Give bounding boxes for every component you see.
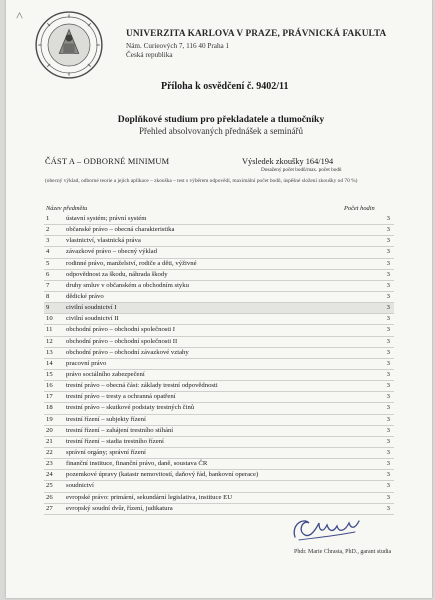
course-name: ústavní systém; právní systém xyxy=(66,215,147,222)
course-name: civilní soudnictví II xyxy=(66,315,119,323)
course-number: 21 xyxy=(46,437,53,445)
course-hours: 3 xyxy=(386,270,390,278)
course-name: evropský soudní dvůr, řízení, judikatura xyxy=(66,504,173,512)
course-number: 17 xyxy=(46,393,53,401)
course-name: správní orgány; správní řízení xyxy=(66,448,146,456)
course-number: 23 xyxy=(46,460,53,468)
course-hours: 3 xyxy=(386,259,390,267)
course-name: trestní řízení – zahájení trestního stíhání xyxy=(66,426,174,434)
certificate-page xyxy=(6,0,432,598)
course-row xyxy=(44,325,394,336)
course-row xyxy=(44,247,394,258)
course-hours: 3 xyxy=(386,248,390,256)
course-row xyxy=(44,292,394,303)
course-name: obchodní právo – obchodní společnosti I xyxy=(66,326,176,334)
course-name: obchodní právo – obchodní závazkové vztahy xyxy=(66,348,189,356)
course-hours: 3 xyxy=(386,482,390,490)
hours-column-header: Počet hodin xyxy=(344,205,375,212)
course-number: 22 xyxy=(46,448,53,456)
course-name: trestní řízení – stadia trestního řízení xyxy=(66,437,164,445)
course-hours: 3 xyxy=(386,460,390,468)
course-number: 1 xyxy=(46,215,50,222)
course-row xyxy=(44,259,394,270)
address-line-1: Nám. Curieových 7, 116 40 Praha 1 xyxy=(126,42,230,50)
course-number: 24 xyxy=(46,471,53,479)
course-number: 9 xyxy=(46,304,50,312)
course-row xyxy=(44,337,394,348)
course-name: závazkové právo – obecný výklad xyxy=(66,248,157,256)
course-row xyxy=(44,303,394,314)
course-row xyxy=(44,415,394,426)
course-name: pozemkové úpravy (katastr nemovitostí, daňový řád, bankovní operace) xyxy=(66,471,259,479)
course-hours: 3 xyxy=(386,504,390,512)
course-name: právo sociálního zabezpečení xyxy=(66,370,145,378)
course-number: 2 xyxy=(46,226,50,234)
course-name: trestní právo – tresty a ochranná opatření xyxy=(66,393,176,401)
course-hours: 3 xyxy=(386,304,390,312)
course-row xyxy=(44,370,394,381)
signatory-line: Phdr. Marie Chrasta, PhD., garant studia xyxy=(294,549,392,555)
course-hours: 3 xyxy=(386,215,390,222)
course-row xyxy=(44,214,394,225)
course-hours: 3 xyxy=(386,237,390,245)
course-number: 25 xyxy=(46,482,53,490)
course-name: evropské právo: primární, sekundární legislativa, instituce EU xyxy=(66,493,233,501)
course-number: 7 xyxy=(46,281,50,289)
course-name: druhy smluv v občanském a obchodním styku xyxy=(66,281,189,289)
course-row xyxy=(44,470,394,481)
course-number: 18 xyxy=(46,404,53,412)
course-number: 10 xyxy=(46,315,53,323)
course-hours: 3 xyxy=(386,337,390,345)
intro-note: (obecný výklad, odborné teorie a jejich aplikace – zkouška – test s výběrem odpovědí, maximální počet bodů, úspěšné složení zkoušky od 70 %) xyxy=(45,178,358,184)
course-list xyxy=(44,214,394,515)
course-number: 16 xyxy=(46,382,53,390)
course-number: 4 xyxy=(46,248,50,256)
course-number: 8 xyxy=(46,292,50,300)
university-address xyxy=(126,42,229,60)
course-row xyxy=(44,359,394,370)
course-name: trestní řízení – subjekty řízení xyxy=(66,415,146,423)
address-line-2: Česká republika xyxy=(126,51,173,59)
course-number: 20 xyxy=(46,426,53,434)
course-hours: 3 xyxy=(386,292,390,300)
course-row xyxy=(44,392,394,403)
course-name: obchodní právo – obchodní společnosti II xyxy=(66,337,178,345)
course-name: odpovědnost za škodu, náhrada škody xyxy=(66,270,168,278)
course-hours: 3 xyxy=(386,359,390,367)
course-name: soudnictví xyxy=(66,482,94,490)
course-number: 11 xyxy=(46,326,53,334)
course-hours: 3 xyxy=(386,370,390,378)
course-number: 5 xyxy=(46,259,50,267)
course-hours: 3 xyxy=(386,426,390,434)
university-name: UNIVERZITA KARLOVA V PRAZE, PRÁVNICKÁ FAKULTA xyxy=(126,29,387,39)
course-row xyxy=(44,437,394,448)
course-hours: 3 xyxy=(386,471,390,479)
course-row xyxy=(44,270,394,281)
course-hours: 3 xyxy=(386,448,390,456)
course-row xyxy=(44,493,394,504)
course-row xyxy=(44,459,394,470)
course-hours: 3 xyxy=(386,404,390,412)
course-column-header: Název předmětu xyxy=(46,205,88,212)
course-name: vlastnictví, vlastnická práva xyxy=(66,237,141,245)
course-number: 3 xyxy=(46,237,50,245)
part-title: ČÁST A – ODBORNÉ MINIMUM xyxy=(45,157,170,166)
course-row xyxy=(44,381,394,392)
course-row xyxy=(44,481,394,492)
course-hours: 3 xyxy=(386,393,390,401)
course-row xyxy=(44,236,394,247)
course-hours: 3 xyxy=(386,493,390,501)
course-hours: 3 xyxy=(386,281,390,289)
scan-mark-icon xyxy=(16,12,23,19)
course-number: 12 xyxy=(46,337,53,345)
course-number: 15 xyxy=(46,370,53,378)
course-row xyxy=(44,403,394,414)
exam-result: Výsledek zkoušky 164/194 xyxy=(242,157,334,166)
course-name: civilní soudnictví I xyxy=(66,304,117,312)
course-row xyxy=(44,348,394,359)
course-name: finanční instituce, finanční právo, daně, soustava ČR xyxy=(66,460,208,468)
course-name: pracovní právo xyxy=(66,359,107,367)
course-name: trestní právo – obecná část: základy trestní odpovědnosti xyxy=(66,382,218,390)
handwritten-signature xyxy=(289,511,364,546)
course-hours: 3 xyxy=(386,326,390,334)
course-hours: 3 xyxy=(386,315,390,323)
course-number: 13 xyxy=(46,348,53,356)
course-name: dědické právo xyxy=(66,292,104,300)
course-hours: 3 xyxy=(386,415,390,423)
course-row xyxy=(44,448,394,459)
course-hours: 3 xyxy=(386,348,390,356)
course-hours: 3 xyxy=(386,226,390,234)
course-number: 6 xyxy=(46,270,50,278)
course-number: 26 xyxy=(46,493,53,501)
course-number: 14 xyxy=(46,359,53,367)
course-name: občanské právo – obecná charakteristika xyxy=(66,226,175,234)
course-row xyxy=(44,281,394,292)
course-number: 27 xyxy=(46,504,53,512)
document-subtitle: Přehled absolvovaných přednášek a seminářů xyxy=(139,126,303,136)
course-hours: 3 xyxy=(386,437,390,445)
course-hours: 3 xyxy=(386,382,390,390)
result-note: Dosažený počet bodů/max. počet bodů xyxy=(261,167,342,173)
university-seal-icon xyxy=(34,10,104,80)
course-number: 19 xyxy=(46,415,53,423)
course-name: trestní právo – skutkové podstaty trestných činů xyxy=(66,404,195,412)
course-row xyxy=(44,314,394,325)
document-title: Doplňkové studium pro překladatele a tlumočníky xyxy=(117,114,325,125)
course-row xyxy=(44,225,394,236)
annex-heading: Příloha k osvědčení č. 9402/11 xyxy=(161,81,289,92)
course-name: rodinné právo, manželství, rodiče a děti, výživné xyxy=(66,259,197,267)
course-row xyxy=(44,426,394,437)
